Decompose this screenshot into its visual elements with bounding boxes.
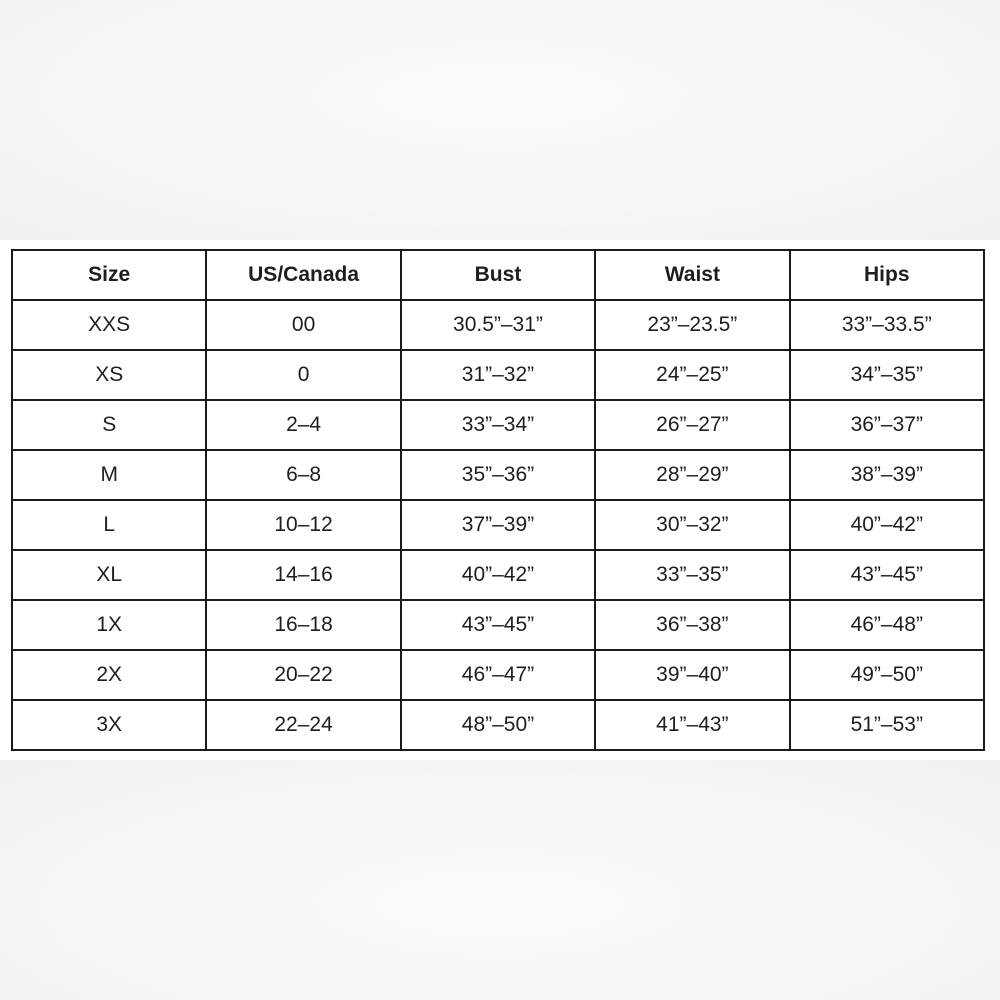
table-row <box>12 350 984 400</box>
size-chart-table <box>11 249 985 751</box>
cell-us-canada: 14–16 <box>206 550 400 600</box>
cell-bust: 40”–42” <box>401 550 595 600</box>
cell-bust: 43”–45” <box>401 600 595 650</box>
cell-waist: 30”–32” <box>595 500 789 550</box>
header-bust: Bust <box>401 250 595 300</box>
table-row <box>12 700 984 750</box>
table-row <box>12 450 984 500</box>
cell-us-canada: 20–22 <box>206 650 400 700</box>
cell-hips: 40”–42” <box>790 500 984 550</box>
cell-waist: 41”–43” <box>595 700 789 750</box>
cell-bust: 30.5”–31” <box>401 300 595 350</box>
cell-us-canada: 0 <box>206 350 400 400</box>
cell-hips: 36”–37” <box>790 400 984 450</box>
cell-size: L <box>12 500 206 550</box>
cell-size: XS <box>12 350 206 400</box>
cell-bust: 46”–47” <box>401 650 595 700</box>
cell-bust: 33”–34” <box>401 400 595 450</box>
cell-size: S <box>12 400 206 450</box>
table-row <box>12 500 984 550</box>
cell-us-canada: 2–4 <box>206 400 400 450</box>
cell-size: 1X <box>12 600 206 650</box>
cell-waist: 24”–25” <box>595 350 789 400</box>
cell-waist: 39”–40” <box>595 650 789 700</box>
header-us-canada: US/Canada <box>206 250 400 300</box>
cell-size: XL <box>12 550 206 600</box>
header-hips: Hips <box>790 250 984 300</box>
background-top <box>0 0 1000 240</box>
cell-waist: 26”–27” <box>595 400 789 450</box>
cell-hips: 33”–33.5” <box>790 300 984 350</box>
cell-size: 3X <box>12 700 206 750</box>
cell-bust: 35”–36” <box>401 450 595 500</box>
cell-waist: 23”–23.5” <box>595 300 789 350</box>
cell-hips: 34”–35” <box>790 350 984 400</box>
cell-waist: 28”–29” <box>595 450 789 500</box>
cell-bust: 48”–50” <box>401 700 595 750</box>
cell-size: XXS <box>12 300 206 350</box>
cell-waist: 36”–38” <box>595 600 789 650</box>
cell-hips: 38”–39” <box>790 450 984 500</box>
table-row <box>12 300 984 350</box>
cell-hips: 49”–50” <box>790 650 984 700</box>
cell-size: M <box>12 450 206 500</box>
header-size: Size <box>12 250 206 300</box>
cell-us-canada: 10–12 <box>206 500 400 550</box>
table-row <box>12 550 984 600</box>
cell-bust: 31”–32” <box>401 350 595 400</box>
cell-us-canada: 16–18 <box>206 600 400 650</box>
cell-us-canada: 22–24 <box>206 700 400 750</box>
header-waist: Waist <box>595 250 789 300</box>
table-row <box>12 400 984 450</box>
background-bottom <box>0 760 1000 1000</box>
cell-us-canada: 00 <box>206 300 400 350</box>
cell-size: 2X <box>12 650 206 700</box>
cell-bust: 37”–39” <box>401 500 595 550</box>
table-row <box>12 600 984 650</box>
cell-waist: 33”–35” <box>595 550 789 600</box>
cell-hips: 51”–53” <box>790 700 984 750</box>
table-row <box>12 650 984 700</box>
table-header-row <box>12 250 984 300</box>
cell-hips: 43”–45” <box>790 550 984 600</box>
cell-us-canada: 6–8 <box>206 450 400 500</box>
cell-hips: 46”–48” <box>790 600 984 650</box>
